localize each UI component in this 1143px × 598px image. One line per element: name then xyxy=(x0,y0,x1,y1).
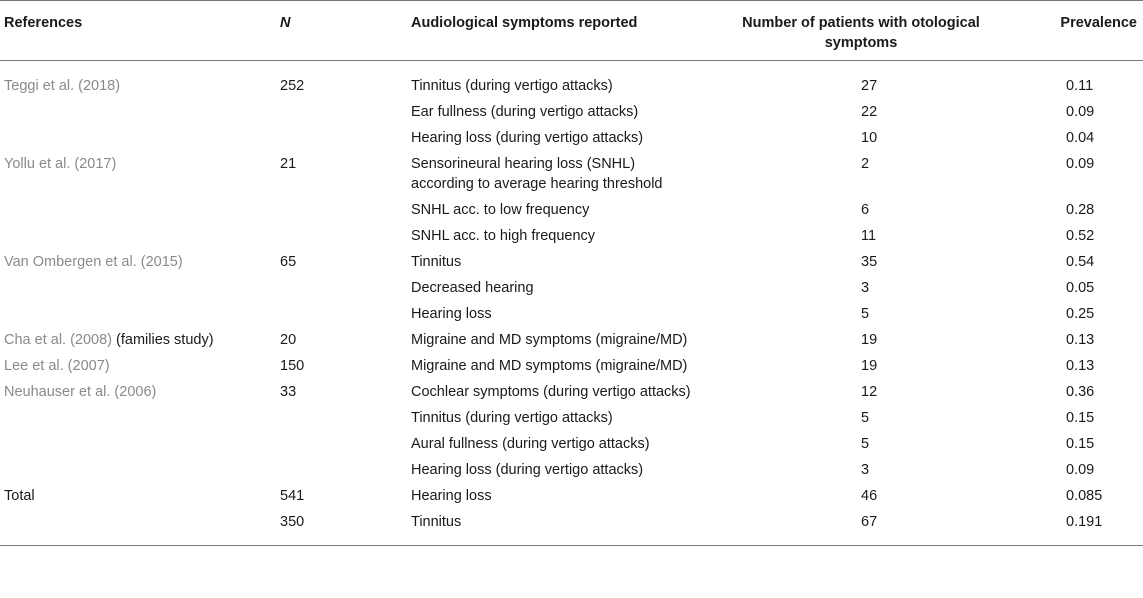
cell-patients: 2 xyxy=(861,156,870,172)
cell-n xyxy=(230,275,407,301)
cell-n xyxy=(230,405,407,431)
cell-reference xyxy=(0,327,230,353)
cell-patients: 3 xyxy=(861,462,870,478)
header-n: N xyxy=(280,15,291,31)
cell-n: 21 xyxy=(280,156,297,172)
cell-patients: 5 xyxy=(861,436,870,452)
cell-n: 65 xyxy=(280,254,297,270)
cell-n: 252 xyxy=(280,78,305,94)
cell-prevalence: 0.05 xyxy=(1066,280,1095,296)
reference-link[interactable]: Yollu et al. (2017) xyxy=(4,156,117,172)
table-row xyxy=(0,457,1143,483)
cell-symptom: Hearing loss (during vertigo attacks) xyxy=(411,130,644,146)
table-row xyxy=(0,125,1143,151)
cell-prevalence: 0.09 xyxy=(1066,156,1095,172)
cell-reference xyxy=(0,431,230,457)
reference-link[interactable]: Cha et al. (2008) xyxy=(4,332,113,348)
cell-prevalence: 0.191 xyxy=(1066,514,1103,530)
header-patients: Number of patients with otological symptoms xyxy=(742,15,980,51)
cell-symptom: SNHL acc. to high frequency xyxy=(411,228,596,244)
cell-symptom: Hearing loss xyxy=(411,306,492,322)
reference-link[interactable]: Teggi et al. (2018) xyxy=(4,78,121,94)
header-row xyxy=(0,1,1143,61)
table-row xyxy=(0,249,1143,275)
table-row xyxy=(0,275,1143,301)
cell-n xyxy=(230,431,407,457)
cell-patients: 27 xyxy=(861,78,878,94)
header-prevalence: Prevalence xyxy=(1060,15,1137,31)
header-references: References xyxy=(4,15,83,31)
cell-symptom: Migraine and MD symptoms (migraine/MD) xyxy=(411,332,688,348)
cell-prevalence: 0.54 xyxy=(1066,254,1095,270)
cell-reference xyxy=(0,483,230,509)
cell-n xyxy=(230,301,407,327)
table-row xyxy=(0,223,1143,249)
cell-prevalence: 0.28 xyxy=(1066,202,1095,218)
table-row xyxy=(0,431,1143,457)
cell-prevalence: 0.52 xyxy=(1066,228,1095,244)
cell-n: 350 xyxy=(280,514,305,530)
cell-patients: 46 xyxy=(861,488,878,504)
reference-note: (families study) xyxy=(112,332,214,348)
table-row xyxy=(0,197,1143,223)
cell-prevalence: 0.13 xyxy=(1066,332,1095,348)
cell-n: 541 xyxy=(280,488,305,504)
reference-total-label: Total xyxy=(4,488,35,504)
cell-patients: 10 xyxy=(861,130,878,146)
cell-symptom: Aural fullness (during vertigo attacks) xyxy=(411,436,650,452)
cell-prevalence: 0.11 xyxy=(1066,78,1094,94)
table-row xyxy=(0,327,1143,353)
cell-prevalence: 0.15 xyxy=(1066,410,1095,426)
cell-n xyxy=(230,197,407,223)
header-symptoms: Audiological symptoms reported xyxy=(411,15,638,31)
cell-prevalence: 0.36 xyxy=(1066,384,1095,400)
cell-symptom: Tinnitus (during vertigo attacks) xyxy=(411,78,613,94)
cell-prevalence: 0.09 xyxy=(1066,104,1095,120)
cell-symptom: SNHL acc. to low frequency xyxy=(411,202,590,218)
table-row xyxy=(0,301,1143,327)
cell-reference xyxy=(0,509,230,546)
table-header xyxy=(0,1,1143,61)
cell-reference xyxy=(0,151,230,197)
cell-reference xyxy=(0,301,230,327)
cell-symptom: Hearing loss xyxy=(411,488,492,504)
cell-n: 20 xyxy=(280,332,297,348)
cell-reference xyxy=(0,379,230,405)
cell-symptom: Tinnitus (during vertigo attacks) xyxy=(411,410,613,426)
cell-n xyxy=(230,99,407,125)
reference-link[interactable]: Neuhauser et al. (2006) xyxy=(4,384,157,400)
cell-prevalence: 0.13 xyxy=(1066,358,1095,374)
table-row xyxy=(0,151,1143,197)
cell-n: 33 xyxy=(280,384,297,400)
cell-prevalence: 0.09 xyxy=(1066,462,1095,478)
cell-patients: 5 xyxy=(861,306,870,322)
cell-reference xyxy=(0,249,230,275)
cell-reference xyxy=(0,99,230,125)
reference-link[interactable]: Van Ombergen et al. (2015) xyxy=(4,254,183,270)
cell-reference xyxy=(0,405,230,431)
cell-n xyxy=(230,457,407,483)
cell-prevalence: 0.25 xyxy=(1066,306,1095,322)
cell-prevalence: 0.04 xyxy=(1066,130,1095,146)
cell-reference xyxy=(0,275,230,301)
cell-symptom: Sensorineural hearing loss (SNHL) according to average hearing threshold xyxy=(411,156,663,192)
cell-patients: 11 xyxy=(861,228,877,244)
cell-patients: 12 xyxy=(861,384,878,400)
cell-reference xyxy=(0,125,230,151)
cell-symptom: Decreased hearing xyxy=(411,280,534,296)
cell-symptom: Ear fullness (during vertigo attacks) xyxy=(411,104,639,120)
cell-reference xyxy=(0,197,230,223)
cell-prevalence: 0.15 xyxy=(1066,436,1095,452)
cell-reference xyxy=(0,223,230,249)
cell-symptom: Cochlear symptoms (during vertigo attacks) xyxy=(411,384,691,400)
cell-n: 150 xyxy=(280,358,305,374)
cell-reference xyxy=(0,61,230,100)
table-row xyxy=(0,405,1143,431)
cell-patients: 6 xyxy=(861,202,870,218)
cell-patients: 22 xyxy=(861,104,878,120)
cell-patients: 5 xyxy=(861,410,870,426)
table-row xyxy=(0,483,1143,509)
cell-patients: 3 xyxy=(861,280,870,296)
table-row xyxy=(0,509,1143,546)
reference-link[interactable]: Lee et al. (2007) xyxy=(4,358,110,374)
cell-symptom: Hearing loss (during vertigo attacks) xyxy=(411,462,644,478)
cell-symptom: Tinnitus xyxy=(411,254,462,270)
cell-patients: 67 xyxy=(861,514,878,530)
cell-n xyxy=(230,223,407,249)
cell-reference xyxy=(0,457,230,483)
cell-patients: 19 xyxy=(861,332,878,348)
cell-reference xyxy=(0,353,230,379)
table-body xyxy=(0,61,1143,546)
cell-symptom: Migraine and MD symptoms (migraine/MD) xyxy=(411,358,688,374)
table-row xyxy=(0,379,1143,405)
cell-prevalence: 0.085 xyxy=(1066,488,1103,504)
cell-symptom: Tinnitus xyxy=(411,514,462,530)
table-row xyxy=(0,353,1143,379)
table-row xyxy=(0,61,1143,100)
cell-patients: 35 xyxy=(861,254,878,270)
table-row xyxy=(0,99,1143,125)
cell-patients: 19 xyxy=(861,358,878,374)
cell-n xyxy=(230,125,407,151)
